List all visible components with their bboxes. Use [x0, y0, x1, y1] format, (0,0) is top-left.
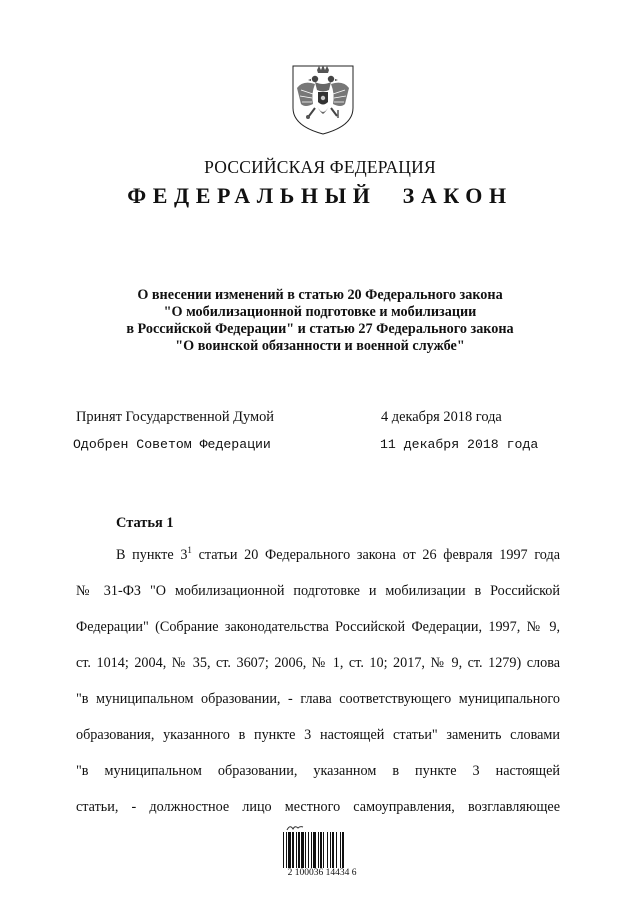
council-approval-label: Одобрен Советом Федерации: [73, 437, 271, 452]
barcode-bar: [311, 832, 312, 868]
article-line-rest: статьи 20 Федерального закона от 26 февраля 1997 года: [191, 547, 560, 563]
law-title-line: в Российской Федерации" и статью 27 Федерального закона: [126, 321, 514, 337]
barcode-bar: [323, 832, 324, 868]
article-line: "в муниципальном образовании, - глава соответствующего муниципального: [76, 691, 560, 707]
coat-of-arms-icon: [291, 64, 355, 136]
barcode-bar: [286, 832, 287, 868]
duma-adoption-date: 4 декабря 2018 года: [381, 409, 502, 425]
barcode-bar: [296, 832, 297, 868]
barcode-bar: [298, 832, 300, 868]
barcode-bar: [336, 832, 337, 868]
article-line: ст. 1014; 2004, № 35, ст. 3607; 2006, № 1, ст. 10; 2017, № 9, ст. 1279) слова: [76, 655, 560, 671]
barcode-bars: [283, 832, 361, 868]
article-line: статьи, - должностное лицо местного самоуправления, возглавляющее: [76, 799, 560, 815]
barcode-bar: [308, 832, 309, 868]
barcode-bar: [288, 832, 291, 868]
barcode-bar: [292, 832, 294, 868]
law-title: [70, 287, 570, 355]
article-line: образования, указанного в пункте 3 настоящей статьи" заменить словами: [76, 727, 560, 743]
article-heading: Статья 1: [116, 515, 174, 531]
registration-mark-icon: [286, 822, 304, 832]
article-line: [116, 547, 560, 564]
barcode-bar: [301, 832, 304, 868]
barcode-bar: [283, 832, 284, 868]
council-approval-date: 11 декабря 2018 года: [380, 437, 539, 452]
barcode-bar: [342, 832, 344, 868]
barcode-bar: [320, 832, 322, 868]
article-line: № 31-ФЗ "О мобилизационной подготовке и мобилизации в Российской: [76, 583, 560, 599]
article-line: Федерации" (Собрание законодательства Российской Федерации, 1997, № 9,: [76, 619, 560, 635]
barcode: [278, 822, 366, 884]
duma-adoption-label: Принят Государственной Думой: [76, 409, 274, 425]
article-line-start: В пункте 3: [116, 547, 188, 563]
barcode-number: 2 100036 14434 6: [287, 868, 357, 878]
barcode-bar: [318, 832, 319, 868]
superscript-index: 1: [187, 545, 192, 555]
law-title-line: "О воинской обязанности и военной службе": [175, 338, 465, 354]
barcode-bar: [330, 832, 331, 868]
law-title-line: "О мобилизационной подготовке и мобилизации: [163, 304, 477, 320]
barcode-bar: [305, 832, 306, 868]
barcode-bar: [313, 832, 316, 868]
barcode-bar: [332, 832, 334, 868]
country-name: РОССИЙСКАЯ ФЕДЕРАЦИЯ: [204, 157, 436, 177]
article-line: "в муниципальном образовании, указанном в пункте 3 настоящей: [76, 763, 560, 779]
law-title-line: О внесении изменений в статью 20 Федерального закона: [137, 287, 503, 303]
barcode-bar: [340, 832, 341, 868]
barcode-bar: [327, 832, 328, 868]
law-type-heading: ФЕДЕРАЛЬНЫЙ ЗАКОН: [127, 183, 513, 208]
